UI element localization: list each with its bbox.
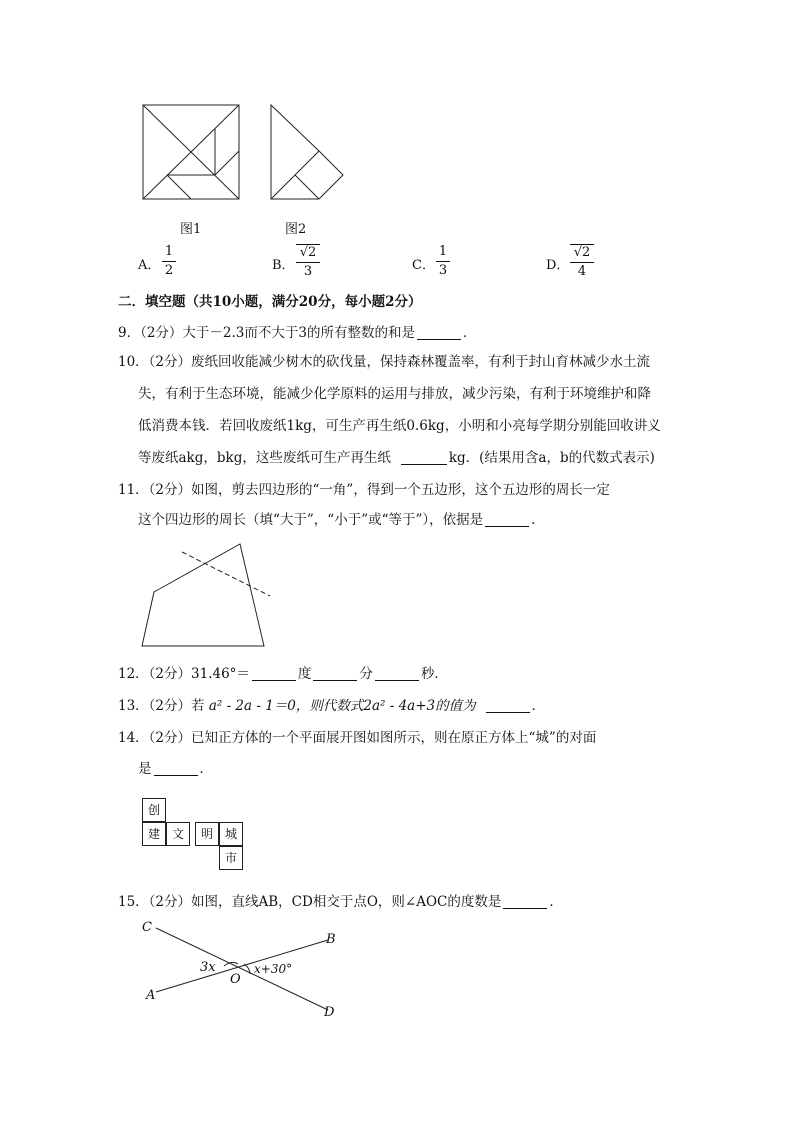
question-11-line-2-text: 这个四边形的周长（填“大于”，“小于”或“等于”），依据是	[138, 512, 484, 528]
question-11-line-2-end: ．	[531, 512, 545, 528]
option-a-letter: A．	[138, 258, 161, 273]
point-a-label: A	[146, 988, 156, 1003]
answer-blank-15[interactable]	[503, 894, 547, 909]
answer-blank-10[interactable]	[401, 450, 447, 465]
option-b-denominator: 3	[303, 264, 313, 279]
answer-blank-12-degrees[interactable]	[252, 666, 296, 681]
question-9-text: 9．（2分）大于－2.3而不大于3的所有整数的和是	[118, 325, 415, 341]
option-d-letter: D．	[546, 258, 570, 273]
answer-blank-12-seconds[interactable]	[375, 666, 419, 681]
figure-2-caption: 图2	[285, 222, 307, 237]
option-c-denominator: 3	[438, 263, 448, 278]
question-10-line-2: 失，有利于生态环境，能减少化学原料的运用与排放，减少污染，有利于环境维护和降	[138, 386, 651, 402]
question-9	[118, 323, 477, 343]
degree-unit: 度	[297, 666, 312, 682]
point-b-label: B	[326, 932, 336, 947]
question-10-line-1: 10．（2分）废纸回收能减少树木的砍伐量，保持森林覆盖率，有利于封山育林减少水土流	[118, 354, 651, 370]
option-a-fraction	[162, 244, 176, 279]
point-d-label: D	[324, 1005, 335, 1020]
figure-1-caption: 图1	[180, 222, 202, 237]
option-b-letter: B．	[272, 258, 295, 273]
question-11-line-1: 11．（2分）如图，剪去四边形的“一角”，得到一个五边形，这个五边形的周长一定	[118, 482, 610, 498]
question-15-end: ．	[549, 894, 563, 910]
question-12	[118, 664, 448, 684]
angle-x-plus-30-label: x+30°	[254, 962, 293, 976]
question-10-line-3: 低消费本钱．若回收废纸1kg，可生产再生纸0.6kg，小明和小亮每学期分别能回收讲义	[138, 418, 661, 434]
option-a-denominator: 2	[164, 263, 174, 278]
minute-unit: 分	[359, 666, 373, 682]
net-cell-chuang: 创	[142, 798, 166, 822]
angle-3x-label: 3x	[200, 960, 216, 975]
tangram-figure-2	[270, 104, 344, 200]
point-o-label: O	[230, 972, 241, 987]
question-14-line-2	[138, 759, 213, 779]
question-11-line-2	[138, 510, 545, 530]
question-14-line-2-text: 是	[138, 761, 152, 777]
question-15	[118, 892, 563, 912]
option-d-fraction	[570, 244, 594, 280]
quadrilateral-figure	[138, 540, 278, 650]
net-cell-wen: 文	[166, 822, 190, 846]
option-c-fraction	[436, 244, 450, 279]
question-13-expression: a² - 2a - 1＝0，则代数式2a² - 4a+3的值为	[208, 698, 476, 714]
question-13-end: ．	[531, 698, 546, 714]
section-2-title: 二．填空题（共10小题，满分20分，每小题2分）	[118, 294, 422, 310]
net-cell-cheng: 城	[219, 822, 243, 846]
question-12-text: 12．（2分）31.46°＝	[118, 666, 250, 682]
answer-blank-13[interactable]	[486, 698, 530, 713]
answer-blank-14[interactable]	[154, 761, 198, 776]
question-10-line-4-text: 等废纸akg，bkg，这些废纸可生产再生纸	[138, 450, 391, 466]
option-b-fraction	[296, 244, 320, 280]
option-a-numerator: 1	[164, 244, 174, 259]
answer-blank-9[interactable]	[417, 325, 461, 340]
question-13-text: 13．（2分）若	[118, 698, 205, 714]
question-15-text: 15．（2分）如图，直线AB，CD相交于点O，则∠AOC的度数是	[118, 894, 502, 910]
option-c-letter: C．	[412, 258, 435, 273]
tangram-figure-1	[142, 104, 240, 200]
question-10-line-4-end: kg．(结果用含a，b的代数式表示)	[448, 450, 655, 466]
question-14-line-2-end: ．	[199, 761, 213, 777]
net-cell-jian: 建	[142, 822, 166, 846]
net-cell-shi: 市	[219, 846, 243, 870]
question-10-line-4	[138, 448, 655, 468]
question-13	[118, 696, 545, 716]
answer-blank-11[interactable]	[485, 512, 529, 527]
question-9-end: ．	[463, 325, 477, 341]
net-cell-ming: 明	[195, 822, 219, 846]
point-c-label: C	[142, 920, 152, 935]
option-d-numerator: √2	[570, 244, 594, 261]
option-b-numerator: √2	[296, 244, 320, 261]
question-14-line-1: 14．（2分）已知正方体的一个平面展开图如图所示，则在原正方体上“城”的对面	[118, 730, 597, 746]
second-unit: 秒．	[420, 666, 448, 682]
option-c-numerator: 1	[438, 244, 448, 259]
answer-blank-12-minutes[interactable]	[313, 666, 357, 681]
option-d-denominator: 4	[577, 264, 587, 279]
